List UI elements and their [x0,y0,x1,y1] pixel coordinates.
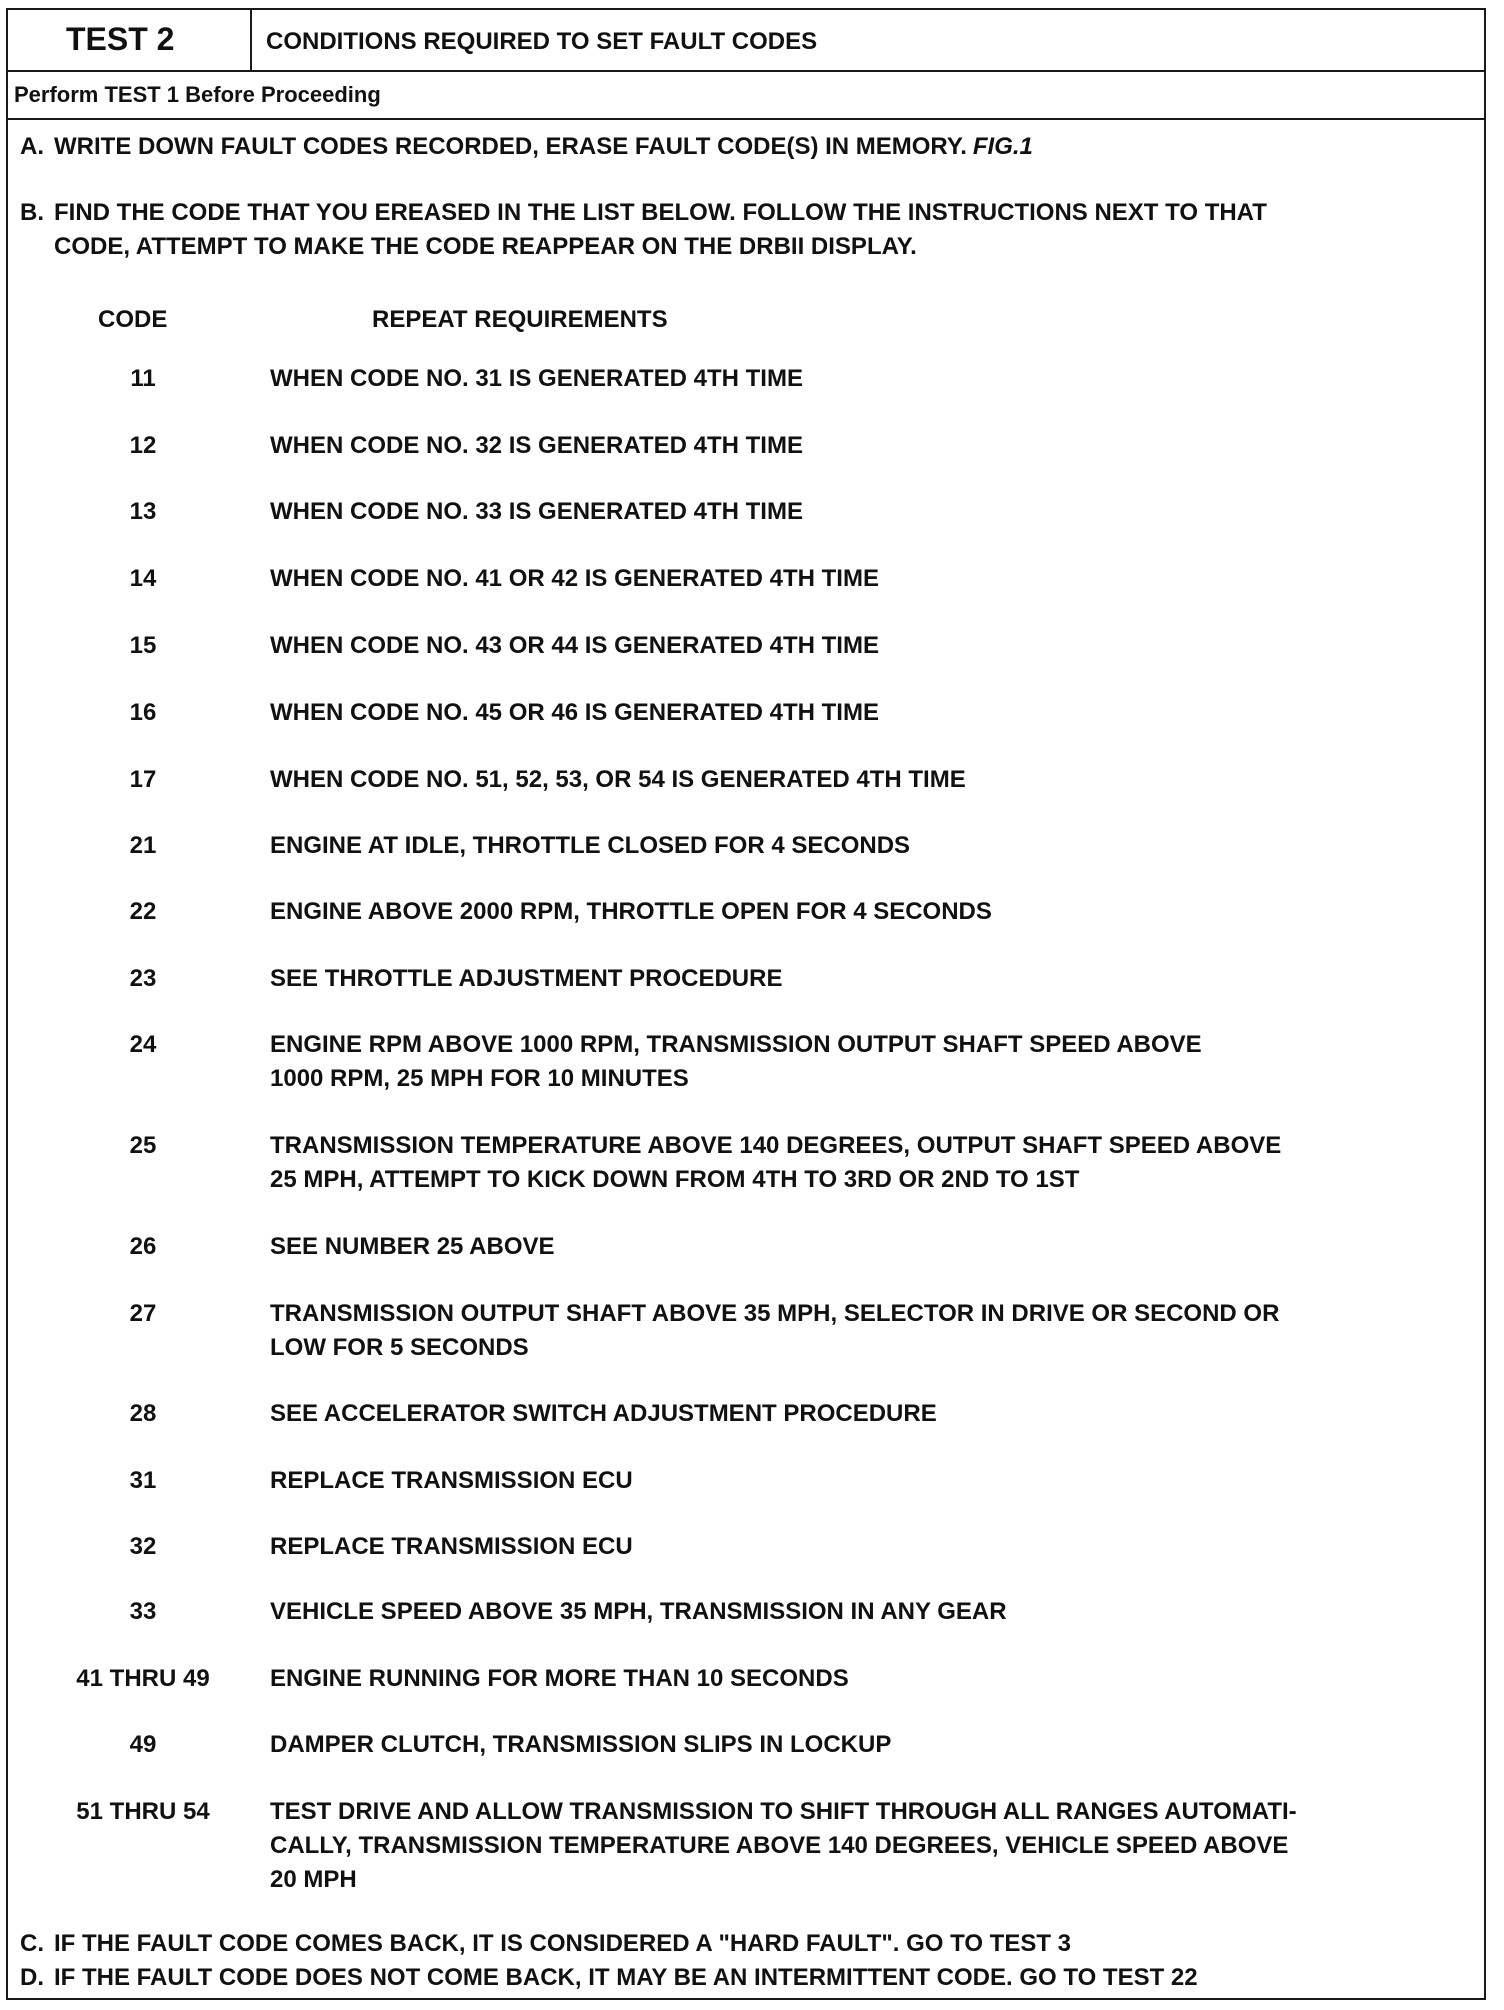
requirement-line: TRANSMISSION TEMPERATURE ABOVE 140 DEGREES, OUTPUT SHAFT SPEED ABOVE [270,1132,1282,1159]
test-form [6,8,1486,2000]
requirement-line: WHEN CODE NO. 31 IS GENERATED 4TH TIME [270,365,803,392]
fault-code: 12 [129,432,157,459]
requirement-line: ENGINE RPM ABOVE 1000 RPM, TRANSMISSION OUTPUT SHAFT SPEED ABOVE [270,1031,1202,1058]
step-a-letter: A. [20,133,44,160]
fault-code: 28 [129,1400,157,1427]
fault-code: 25 [129,1132,157,1159]
repeat-requirement [270,696,1482,730]
step-b [20,196,1476,264]
step-d-letter: D. [20,1964,44,1991]
step-d-line [20,1961,1496,1995]
fault-code: 21 [129,832,157,859]
requirement-line: 25 MPH, ATTEMPT TO KICK DOWN FROM 4TH TO 3RD OR 2ND TO 1ST [270,1166,1080,1193]
requirement-line: WHEN CODE NO. 33 IS GENERATED 4TH TIME [270,498,803,525]
requirement-line: WHEN CODE NO. 51, 52, 53, OR 54 IS GENERATED 4TH TIME [270,766,966,793]
requirement-line: REPLACE TRANSMISSION ECU [270,1533,633,1560]
step-c-text: IF THE FAULT CODE COMES BACK, IT IS CONSIDERED A "HARD FAULT". GO TO TEST 3 [54,1930,1072,1957]
requirement-line: 1000 RPM, 25 MPH FOR 10 MINUTES [270,1065,689,1092]
fault-code: 17 [129,766,157,793]
fault-code: 22 [129,898,157,925]
fault-code: 32 [129,1533,157,1560]
requirement-line: WHEN CODE NO. 45 OR 46 IS GENERATED 4TH TIME [270,699,879,726]
fault-code: 26 [129,1233,157,1260]
fault-code: 49 [129,1731,157,1758]
step-d-text: IF THE FAULT CODE DOES NOT COME BACK, IT MAY BE AN INTERMITTENT CODE. GO TO TEST 22 [54,1964,1198,1991]
fault-code: 33 [129,1598,157,1625]
requirement-line: ENGINE AT IDLE, THROTTLE CLOSED FOR 4 SECONDS [270,832,911,859]
step-a [20,130,1476,164]
repeat-requirement [270,1230,1482,1264]
fault-code: 16 [129,699,157,726]
step-b-letter: B. [20,199,44,226]
requirement-line: WHEN CODE NO. 32 IS GENERATED 4TH TIME [270,432,803,459]
requirement-line: TRANSMISSION OUTPUT SHAFT ABOVE 35 MPH, SELECTOR IN DRIVE OR SECOND OR [270,1300,1280,1327]
repeat-requirement [270,562,1482,596]
column-header-code: CODE [98,306,168,333]
step-c-letter: C. [20,1930,44,1957]
fault-code: 13 [129,498,157,525]
fault-code: 24 [129,1031,157,1058]
requirement-line: ENGINE ABOVE 2000 RPM, THROTTLE OPEN FOR 4 SECONDS [270,898,992,925]
requirement-line: SEE ACCELERATOR SWITCH ADJUSTMENT PROCEDURE [270,1400,937,1427]
requirement-line: LOW FOR 5 SECONDS [270,1334,529,1361]
repeat-requirement [270,1595,1482,1629]
requirement-line: 20 MPH [270,1866,357,1893]
repeat-requirement [270,1397,1482,1431]
requirement-line: WHEN CODE NO. 41 OR 42 IS GENERATED 4TH TIME [270,565,879,592]
repeat-requirement [270,895,1482,929]
requirement-line: VEHICLE SPEED ABOVE 35 MPH, TRANSMISSION IN ANY GEAR [270,1598,1007,1625]
repeat-requirement [270,362,1482,396]
step-b-text-line1: FIND THE CODE THAT YOU EREASED IN THE LIST BELOW. FOLLOW THE INSTRUCTIONS NEXT TO THAT [54,199,1267,226]
requirement-line: REPLACE TRANSMISSION ECU [270,1467,633,1494]
requirement-line: SEE THROTTLE ADJUSTMENT PROCEDURE [270,965,783,992]
step-a-fig-ref: FIG.1 [972,133,1033,160]
requirement-line: WHEN CODE NO. 43 OR 44 IS GENERATED 4TH TIME [270,632,879,659]
repeat-requirement [270,1728,1482,1762]
requirement-line: ENGINE RUNNING FOR MORE THAN 10 SECONDS [270,1665,849,1692]
fault-code: 51 THRU 54 [76,1798,210,1825]
requirement-line: SEE NUMBER 25 ABOVE [270,1233,555,1260]
fault-code: 15 [129,632,157,659]
prerequisite-note: Perform TEST 1 Before Proceeding [8,72,1484,120]
requirement-line: DAMPER CLUTCH, TRANSMISSION SLIPS IN LOCKUP [270,1731,892,1758]
repeat-requirement [270,763,1482,797]
page-title: CONDITIONS REQUIRED TO SET FAULT CODES [252,10,1484,72]
step-a-text: WRITE DOWN FAULT CODES RECORDED, ERASE FAULT CODE(S) IN MEMORY. [54,133,967,160]
repeat-requirement [270,1028,1482,1096]
fault-code: 11 [130,365,156,392]
fault-code: 41 THRU 49 [76,1665,210,1692]
repeat-requirement [270,1662,1482,1696]
repeat-requirement [270,629,1482,663]
requirement-line: TEST DRIVE AND ALLOW TRANSMISSION TO SHIFT THROUGH ALL RANGES AUTOMATI- [270,1798,1297,1825]
repeat-requirement [270,1795,1482,1897]
repeat-requirement [270,495,1482,529]
test-label: TEST 2 [8,10,252,72]
fault-code: 14 [129,565,157,592]
repeat-requirement [270,429,1482,463]
fault-code: 27 [129,1300,157,1327]
repeat-requirement [270,1464,1482,1498]
step-b-text-line2: CODE, ATTEMPT TO MAKE THE CODE REAPPEAR ON THE DRBII DISPLAY. [54,233,917,260]
column-header-requirements: REPEAT REQUIREMENTS [372,306,668,333]
repeat-requirement [270,1530,1482,1564]
repeat-requirement [270,962,1482,996]
requirement-line: CALLY, TRANSMISSION TEMPERATURE ABOVE 140 DEGREES, VEHICLE SPEED ABOVE [270,1832,1289,1859]
fault-code: 31 [129,1467,157,1494]
repeat-requirement [270,1129,1482,1197]
repeat-requirement [270,829,1482,863]
step-c [20,1927,1476,1961]
repeat-requirement [270,1297,1482,1365]
fault-code: 23 [129,965,157,992]
